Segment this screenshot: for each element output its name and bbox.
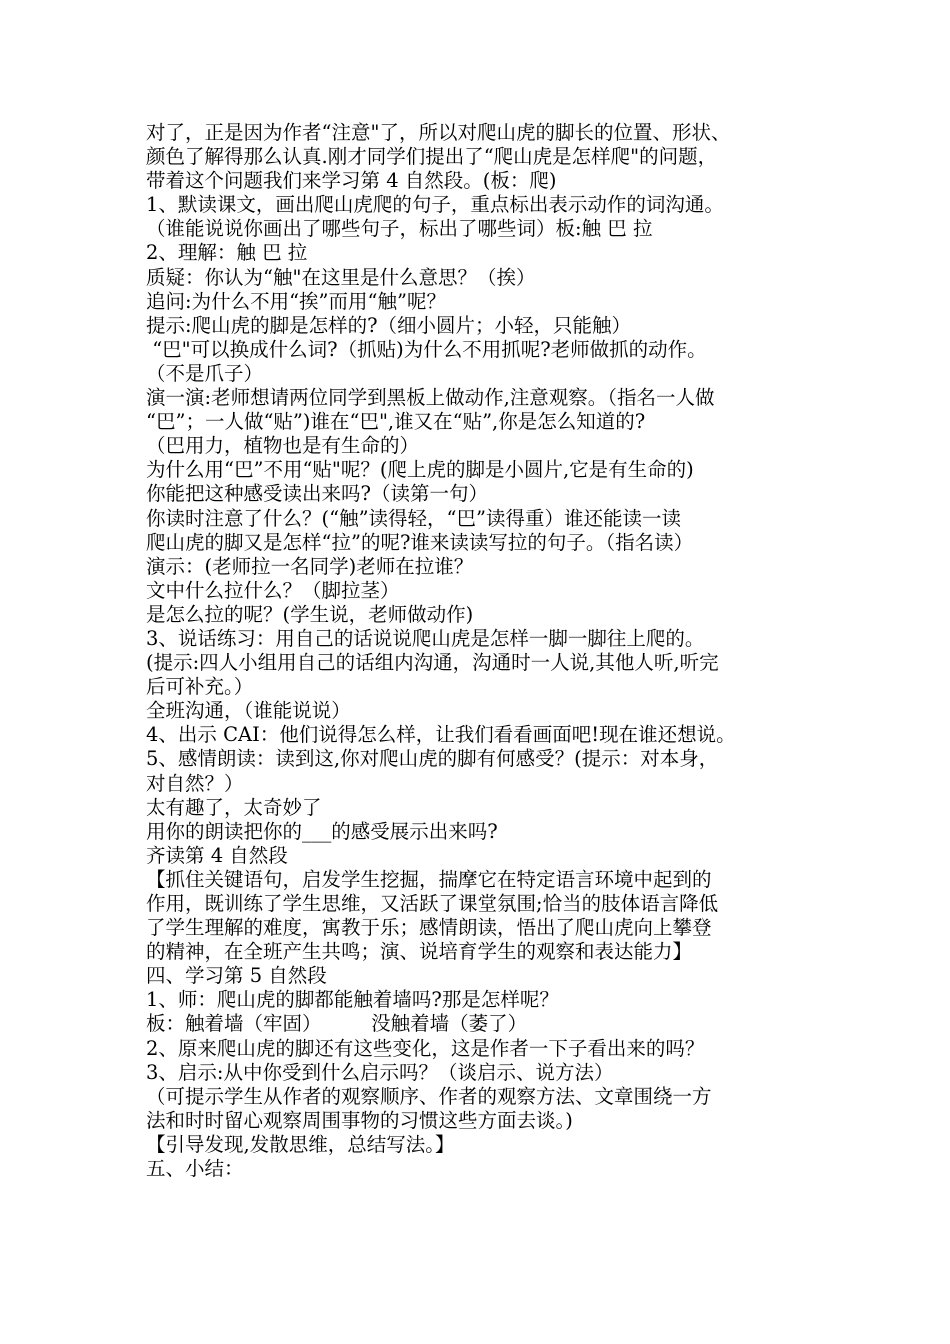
text-line: 提示:爬山虎的脚是怎样的?（细小圆片；小轻，只能触）: [146, 313, 632, 337]
text-line: （可提示学生从作者的观察顺序、作者的观察方法、文章围绕一方: [146, 1084, 712, 1108]
text-line: 质疑：你认为“触"在这里是什么意思？（挨）: [146, 265, 536, 289]
text-line: 你能把这种感受读出来吗?（读第一句）: [146, 482, 488, 506]
text-line: 1、师：爬山虎的脚都能触着墙吗?那是怎样呢？: [146, 988, 559, 1012]
text-line: 四、学习第 5 自然段: [146, 964, 327, 988]
text-line: 太有趣了，太奇妙了: [146, 795, 322, 819]
text-line: 你读时注意了什么？(“触”读得轻，“巴”读得重）谁还能读一读: [146, 506, 681, 530]
text-line: 3、说话练习：用自己的话说说爬山虎是怎样一脚一脚往上爬的。: [146, 626, 705, 650]
text-line: 演一演:老师想请两位同学到黑板上做动作,注意观察。（指名一人做: [146, 386, 715, 410]
text-line: 是怎么拉的呢？(学生说，老师做动作): [146, 602, 474, 626]
text-line: 演示：(老师拉一名同学)老师在拉谁？: [146, 554, 474, 578]
text-line: 5、感情朗读：读到这,你对爬山虎的脚有何感受？(提示：对本身，: [146, 747, 719, 771]
text-line: 后可补充。）: [146, 675, 254, 699]
text-line: 颜色了解得那么认真.刚才同学们提出了“爬山虎是怎样爬"的问题，: [146, 145, 718, 169]
text-line: 了学生理解的难度，寓教于乐；感情朗读，悟出了爬山虎向上攀登: [146, 916, 712, 940]
text-line: 【引导发现,发散思维，总结写法。】: [146, 1132, 455, 1156]
text-line: 文中什么拉什么？（脚拉茎）: [146, 578, 400, 602]
text-line: 法和时时留心观察周围事物的习惯这些方面去谈。): [146, 1108, 573, 1132]
text-line: 五、小结：: [146, 1157, 244, 1181]
text-line: 2、原来爬山虎的脚还有这些变化，这是作者一下子看出来的吗？: [146, 1036, 705, 1060]
text-line: 1、默读课文，画出爬山虎爬的句子，重点标出表示动作的词沟通。: [146, 193, 724, 217]
text-line: 用你的朗读把你的___的感受展示出来吗?: [146, 819, 498, 843]
text-line: 【抓住关键语句，启发学生挖掘，揣摩它在特定语言环境中起到的: [146, 867, 712, 891]
text-line: “巴"可以换成什么词?（抓贴)为什么不用抓呢?老师做抓的动作。: [146, 337, 707, 361]
text-line: 爬山虎的脚又是怎样“拉”的呢?谁来读读写拉的句子。（指名读）: [146, 530, 694, 554]
text-line: （巴用力，植物也是有生命的）: [146, 434, 420, 458]
text-line: 作用，既训练了学生思维，又活跃了课堂氛围;恰当的肢体语言降低: [146, 892, 719, 915]
text-line: 对了，正是因为作者“注意"了，所以对爬山虎的脚长的位置、形状、: [146, 121, 731, 144]
text-line: (提示:四人小组用自己的话组内沟通，沟通时一人说,其他人听,听完: [146, 651, 719, 675]
text-line: 的精神，在全班产生共鸣；演、说培育学生的观察和表达能力】: [146, 940, 693, 964]
text-line: 板：触着墙（牢固） 没触着墙（萎了）: [146, 1012, 528, 1036]
document-body: [146, 121, 810, 1181]
text-line: “巴”；一人做“贴”)谁在“巴",谁又在“贴”,你是怎么知道的?: [146, 410, 646, 434]
text-line: （谁能说说你画出了哪些句子，标出了哪些词）板:触 巴 拉: [146, 217, 653, 241]
text-line: 4、出示 CAI：他们说得怎么样，让我们看看画面吧!现在谁还想说。: [146, 723, 736, 747]
text-line: 为什么用“巴”不用“贴"呢？(爬上虎的脚是小圆片,它是有生命的): [146, 458, 694, 482]
text-line: 全班沟通，（谁能说说）: [146, 699, 351, 723]
text-line: 3、启示:从中你受到什么启示吗？（谈启示、说方法）: [146, 1060, 614, 1084]
text-line: 带着这个问题我们来学习第 4 自然段。(板：爬): [146, 169, 557, 193]
text-line: 2、理解：触 巴 拉: [146, 241, 308, 265]
text-line: 齐读第 4 自然段: [146, 843, 288, 867]
text-line: 对自然？）: [146, 771, 244, 795]
text-line: 追问:为什么不用“挨”而用“触”呢？: [146, 289, 446, 313]
text-line: （不是爪子）: [146, 361, 264, 385]
